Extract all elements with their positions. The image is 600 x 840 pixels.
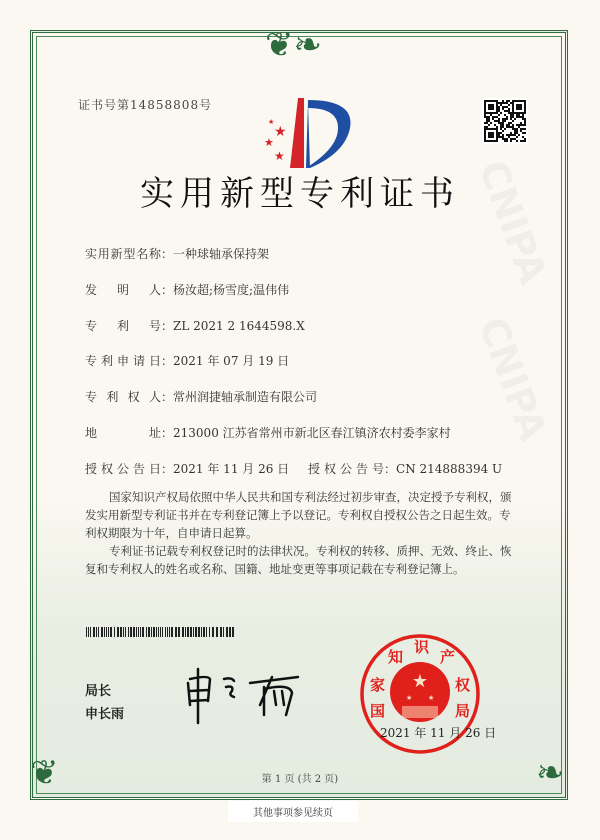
qr-module	[514, 132, 516, 134]
qr-module	[496, 126, 498, 128]
field-patentee: 专利权人：常州润捷轴承制造有限公司	[85, 390, 318, 404]
barcode-bar	[232, 627, 234, 637]
corner-ornament-icon: ❦	[30, 753, 59, 793]
qr-module	[504, 102, 506, 104]
barcode-bar	[108, 627, 109, 637]
qr-module	[502, 120, 504, 122]
cnipa-logo	[260, 98, 360, 168]
qr-module	[508, 100, 510, 102]
qr-module	[506, 116, 508, 118]
qr-module	[502, 108, 504, 110]
barcode-bar	[209, 627, 210, 637]
qr-module	[520, 128, 522, 130]
qr-module	[502, 134, 504, 136]
qr-module	[504, 140, 506, 142]
field-grant-date: 授权公告日：2021 年 11 月 26 日	[85, 462, 290, 476]
qr-module	[522, 132, 524, 134]
field-inventors: 发明人：杨汝超;杨雪度;温伟伟	[85, 283, 290, 297]
qr-module	[522, 140, 524, 142]
barcode-bar	[178, 627, 180, 637]
legal-status-paragraph: 专利证书记载专利权登记时的法律状况。专利权的转移、质押、无效、终止、恢复和专利权人的姓名或名称、国籍、地址变更等事项记载在专利登记簿上。	[85, 544, 512, 576]
field-utility-name: 实用新型名称：一种球轴承保持架	[85, 247, 270, 261]
barcode-bar	[88, 627, 89, 637]
qr-module	[502, 136, 504, 138]
handwritten-signature	[180, 665, 310, 725]
barcode-bar	[187, 627, 189, 637]
qr-module	[488, 104, 494, 110]
barcode-bar	[220, 627, 222, 637]
qr-module	[514, 128, 516, 130]
qr-module	[510, 114, 512, 116]
qr-module	[502, 126, 504, 128]
qr-module	[510, 134, 512, 136]
qr-module	[514, 130, 516, 132]
svg-text:产: 产	[440, 648, 456, 666]
qr-module	[518, 134, 520, 136]
svg-text:权: 权	[455, 676, 471, 694]
svg-text:识: 识	[414, 638, 430, 656]
qr-module	[484, 122, 486, 124]
barcode-bar	[165, 627, 166, 637]
qr-module	[506, 110, 508, 112]
qr-module	[502, 130, 504, 132]
signatory-name: 申长雨	[85, 707, 125, 722]
qr-module	[500, 122, 502, 124]
qr-module	[520, 122, 522, 124]
qr-module	[512, 124, 514, 126]
qr-module	[502, 138, 504, 140]
qr-module	[488, 116, 490, 118]
qr-module	[484, 114, 486, 116]
qr-module	[510, 118, 512, 120]
svg-text:★: ★	[411, 671, 429, 692]
barcode-bar	[190, 627, 192, 637]
qr-module	[486, 120, 488, 122]
barcode-bar	[96, 627, 97, 637]
qr-module	[508, 108, 510, 110]
barcode-bar	[104, 627, 105, 637]
qr-module	[508, 124, 510, 126]
qr-module	[524, 128, 526, 130]
qr-module	[486, 118, 488, 120]
qr-module	[496, 116, 498, 118]
svg-text:★: ★	[264, 136, 274, 149]
qr-module	[504, 120, 506, 122]
qr-module	[514, 134, 516, 136]
barcode-bar	[117, 627, 119, 637]
field-filing-date: 专利申请日：2021 年 07 月 19 日	[85, 354, 290, 368]
qr-module	[520, 116, 522, 118]
barcode-bar	[106, 627, 107, 637]
top-ornament-icon: ❦❧	[265, 25, 322, 65]
barcode-bar	[162, 627, 163, 637]
qr-module	[514, 118, 516, 120]
qr-module	[508, 126, 510, 128]
qr-module	[506, 106, 508, 108]
barcode-bar	[223, 627, 224, 637]
barcode-bar	[120, 627, 122, 637]
signatory-title: 局长	[85, 684, 112, 699]
qr-module	[500, 136, 502, 138]
svg-text:家: 家	[370, 676, 386, 694]
qr-module	[490, 114, 492, 116]
qr-module	[488, 118, 490, 120]
qr-module	[500, 104, 502, 106]
qr-module	[506, 140, 508, 142]
qr-module	[502, 106, 504, 108]
qr-module	[500, 112, 502, 114]
qr-module	[498, 136, 500, 138]
qr-code[interactable]	[482, 98, 528, 144]
barcode-bar	[201, 627, 202, 637]
qr-module	[502, 122, 504, 124]
qr-module	[522, 128, 524, 130]
qr-module	[512, 138, 514, 140]
field-announcement-number: 授权公告号：CN 214888394 U	[308, 462, 503, 476]
qr-module	[524, 122, 526, 124]
svg-text:★: ★	[268, 118, 275, 126]
barcode-bar	[167, 627, 168, 637]
qr-module	[498, 106, 500, 108]
barcode-bar	[198, 627, 200, 637]
qr-module	[486, 116, 488, 118]
qr-module	[510, 140, 512, 142]
svg-text:局: 局	[455, 702, 471, 720]
qr-module	[516, 140, 518, 142]
barcode-bar	[229, 627, 231, 637]
qr-module	[488, 124, 490, 126]
qr-module	[512, 114, 514, 116]
qr-module	[484, 126, 486, 128]
qr-module	[512, 126, 514, 128]
certificate-number: 证书号第14858808号	[78, 98, 213, 112]
qr-module	[512, 134, 514, 136]
barcode-bar	[128, 627, 129, 637]
qr-module	[508, 112, 510, 114]
qr-module	[510, 132, 512, 134]
barcode-bar	[110, 627, 112, 637]
qr-module	[486, 122, 488, 124]
qr-module	[506, 124, 508, 126]
qr-module	[500, 128, 502, 130]
qr-module	[516, 116, 518, 118]
qr-module	[506, 126, 508, 128]
svg-text:★: ★	[274, 149, 285, 163]
qr-module	[516, 130, 518, 132]
barcode-bar	[216, 627, 218, 637]
qr-module	[496, 120, 498, 122]
qr-module	[492, 116, 494, 118]
qr-module	[504, 110, 506, 112]
page-indicator: 第 1 页 (共 2 页)	[261, 774, 339, 785]
qr-module	[516, 136, 518, 138]
barcode-bar	[125, 627, 126, 637]
svg-text:★: ★	[274, 124, 287, 140]
barcode-bar	[130, 627, 132, 637]
qr-module	[508, 110, 510, 112]
qr-module	[518, 124, 520, 126]
qr-module	[510, 138, 512, 140]
qr-module	[506, 118, 508, 120]
qr-module	[498, 134, 500, 136]
barcode-bar	[123, 627, 124, 637]
qr-module	[490, 122, 492, 124]
svg-text:知: 知	[388, 648, 404, 666]
qr-module	[488, 132, 494, 138]
qr-module	[498, 110, 500, 112]
barcode-bar	[158, 627, 159, 637]
qr-module	[510, 126, 512, 128]
barcode-bar	[136, 627, 137, 637]
qr-module	[500, 102, 502, 104]
qr-module	[520, 124, 522, 126]
barcode-bar	[175, 627, 177, 637]
qr-module	[504, 138, 506, 140]
qr-module	[486, 126, 488, 128]
qr-module	[516, 104, 522, 110]
qr-module	[492, 118, 494, 120]
qr-module	[498, 114, 500, 116]
barcode-bar	[153, 627, 155, 637]
barcode-bar	[101, 627, 103, 637]
barcode-bar	[193, 627, 194, 637]
qr-module	[522, 124, 524, 126]
qr-module	[504, 106, 506, 108]
qr-module	[506, 134, 508, 136]
barcode-bar	[142, 627, 144, 637]
barcode-bar	[148, 627, 150, 637]
barcode-bar	[169, 627, 170, 637]
qr-module	[504, 118, 506, 120]
qr-module	[522, 114, 524, 116]
barcode-bar	[140, 627, 141, 637]
qr-module	[518, 126, 520, 128]
qr-module	[508, 136, 510, 138]
qr-module	[520, 130, 522, 132]
field-address: 地址：213000 江苏省常州市新北区春江镇济农村委李家村	[85, 426, 451, 440]
svg-text:★: ★	[428, 694, 435, 702]
qr-module	[522, 136, 524, 138]
qr-module	[512, 128, 514, 130]
qr-module	[524, 138, 526, 140]
barcode-bar	[185, 627, 186, 637]
qr-module	[506, 100, 508, 102]
barcode-bar	[93, 627, 95, 637]
qr-module	[500, 132, 502, 134]
qr-module	[514, 138, 516, 140]
qr-module	[524, 132, 526, 134]
qr-module	[494, 124, 496, 126]
barcode	[86, 627, 238, 637]
seal-date: 2021 年 11 月 26 日	[380, 726, 497, 740]
qr-module	[498, 118, 500, 120]
qr-module	[502, 118, 504, 120]
qr-module	[524, 124, 526, 126]
qr-module	[508, 134, 510, 136]
qr-module	[520, 140, 522, 142]
barcode-bar	[151, 627, 152, 637]
qr-module	[522, 118, 524, 120]
barcode-bar	[195, 627, 197, 637]
barcode-bar	[203, 627, 205, 637]
qr-module	[516, 124, 518, 126]
barcode-bar	[98, 627, 99, 637]
field-patent-number: 专利号：ZL 2021 2 1644598.X	[85, 319, 305, 333]
qr-module	[502, 102, 504, 104]
barcode-bar	[212, 627, 214, 637]
qr-module	[512, 116, 514, 118]
qr-module	[504, 128, 506, 130]
qr-module	[498, 120, 500, 122]
qr-module	[518, 116, 520, 118]
qr-module	[500, 124, 502, 126]
svg-text:国: 国	[370, 702, 386, 720]
qr-module	[512, 120, 514, 122]
qr-module	[484, 116, 486, 118]
footer-note: 其他事项参见续页	[228, 801, 358, 822]
qr-module	[506, 138, 508, 140]
qr-module	[524, 140, 526, 142]
svg-text:★: ★	[406, 694, 413, 702]
barcode-bar	[86, 627, 87, 637]
qr-module	[524, 120, 526, 122]
qr-module	[522, 116, 524, 118]
qr-module	[498, 102, 500, 104]
barcode-bar	[156, 627, 157, 637]
barcode-bar	[206, 627, 207, 637]
qr-module	[494, 116, 496, 118]
qr-module	[518, 114, 520, 116]
qr-module	[498, 122, 500, 124]
qr-module	[510, 122, 512, 124]
qr-module	[510, 116, 512, 118]
qr-module	[500, 126, 502, 128]
qr-module	[516, 128, 518, 130]
qr-module	[502, 124, 504, 126]
qr-module	[502, 100, 504, 102]
qr-module	[508, 122, 510, 124]
barcode-bar	[160, 627, 161, 637]
certificate-title: 实用新型专利证书	[140, 174, 460, 214]
qr-module	[516, 132, 518, 134]
barcode-bar	[133, 627, 135, 637]
qr-module	[510, 102, 512, 104]
grant-paragraph: 国家知识产权局依照中华人民共和国专利法经过初步审查，决定授予专利权，颁发实用新型专利证书并在专利登记簿上予以登记。专利权自授权公告之日起生效。专利权期限为十年，自申请日起算。	[85, 490, 512, 540]
qr-module	[504, 114, 506, 116]
barcode-bar	[146, 627, 147, 637]
barcode-bar	[138, 627, 139, 637]
barcode-bar	[114, 627, 115, 637]
corner-ornament-icon: ❧	[536, 753, 565, 793]
qr-module	[516, 114, 518, 116]
barcode-bar	[90, 627, 91, 637]
barcode-bar	[226, 627, 228, 637]
qr-module	[506, 102, 508, 104]
qr-module	[498, 132, 500, 134]
qr-module	[524, 118, 526, 120]
barcode-bar	[182, 627, 184, 637]
qr-module	[510, 112, 512, 114]
qr-module	[498, 108, 500, 110]
qr-module	[488, 120, 490, 122]
qr-module	[508, 104, 510, 106]
barcode-bar	[171, 627, 173, 637]
qr-module	[494, 120, 496, 122]
